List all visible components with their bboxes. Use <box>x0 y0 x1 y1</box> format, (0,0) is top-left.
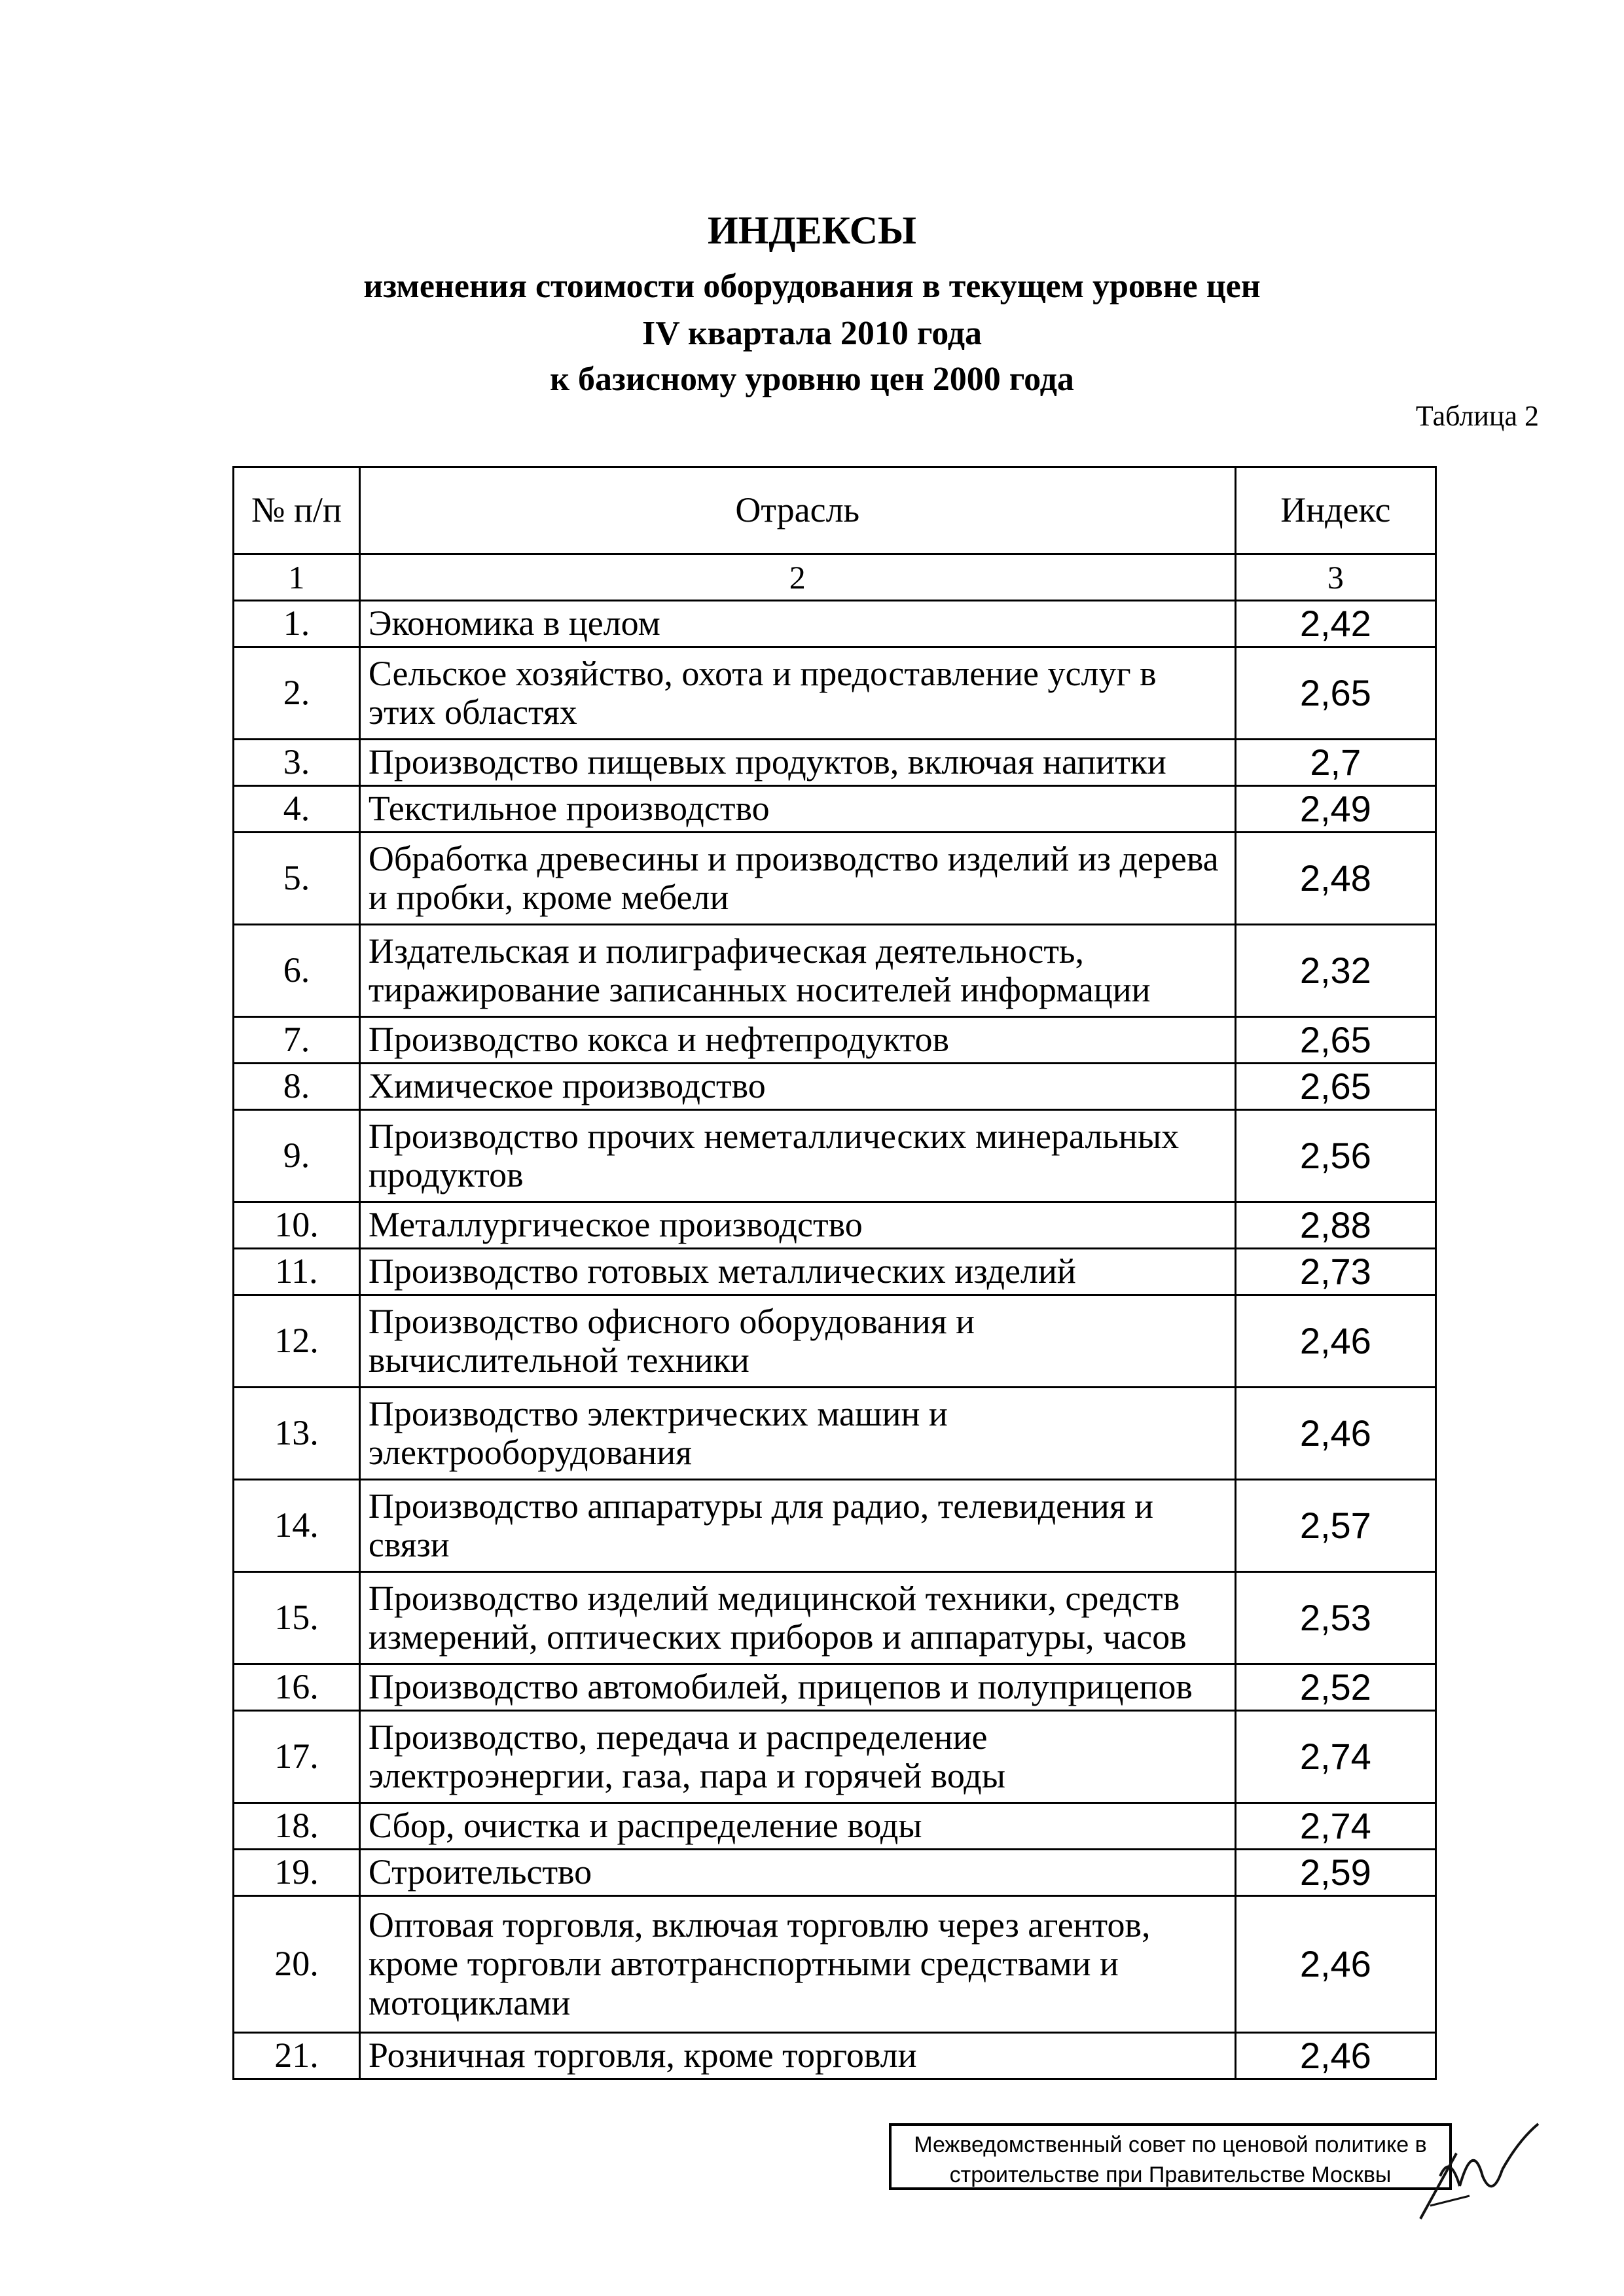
council-stamp <box>889 2123 1452 2190</box>
handwritten-signature <box>1394 2114 1545 2225</box>
row-industry: Производство автомобилей, прицепов и полуприцепов <box>359 1664 1235 1711</box>
row-industry: Экономика в целом <box>359 601 1235 647</box>
row-number: 2. <box>234 647 360 740</box>
row-number: 20. <box>234 1896 360 2033</box>
row-index: 2,56 <box>1235 1110 1435 1202</box>
table-row <box>234 1017 1436 1064</box>
row-industry: Производство офисного оборудования и вычислительной техники <box>359 1295 1235 1388</box>
row-index: 2,52 <box>1235 1664 1435 1711</box>
row-number: 8. <box>234 1064 360 1110</box>
table-row <box>234 1388 1436 1480</box>
table-row <box>234 1896 1436 2033</box>
row-index: 2,73 <box>1235 1249 1435 1295</box>
document-subtitle-line-1: изменения стоимости оборудования в текущем уровне цен <box>363 268 1261 305</box>
row-number: 17. <box>234 1711 360 1803</box>
row-number: 6. <box>234 925 360 1017</box>
row-number: 10. <box>234 1202 360 1249</box>
row-industry: Металлургическое производство <box>359 1202 1235 1249</box>
table-row <box>234 1480 1436 1572</box>
column-header-index: Индекс <box>1235 467 1435 554</box>
row-index: 2,53 <box>1235 1572 1435 1664</box>
table-row <box>234 601 1436 647</box>
row-industry: Оптовая торговля, включая торговлю через агентов, кроме торговли автотранспортными средствами и мотоциклами <box>359 1896 1235 2033</box>
row-number: 12. <box>234 1295 360 1388</box>
row-index: 2,65 <box>1235 647 1435 740</box>
table-label: Таблица 2 <box>1415 400 1539 432</box>
row-industry: Сельское хозяйство, охота и предоставление услуг в этих областях <box>359 647 1235 740</box>
column-header-number: № п/п <box>234 467 360 554</box>
row-index: 2,46 <box>1235 1896 1435 2033</box>
row-number: 5. <box>234 833 360 925</box>
row-index: 2,65 <box>1235 1017 1435 1064</box>
document-title: ИНДЕКСЫ <box>708 209 916 252</box>
row-index: 2,48 <box>1235 833 1435 925</box>
row-index: 2,46 <box>1235 1388 1435 1480</box>
row-number: 3. <box>234 740 360 786</box>
column-number-1: 1 <box>234 554 360 601</box>
row-industry: Производство электрических машин и электрооборудования <box>359 1388 1235 1480</box>
document-subtitle-line-2: IV квартала 2010 года <box>641 315 983 352</box>
row-number: 16. <box>234 1664 360 1711</box>
table-row <box>234 1249 1436 1295</box>
row-index: 2,59 <box>1235 1850 1435 1896</box>
row-industry: Производство кокса и нефтепродуктов <box>359 1017 1235 1064</box>
index-table <box>232 466 1437 2080</box>
column-number-2: 2 <box>359 554 1235 601</box>
row-industry: Производство готовых металлических изделий <box>359 1249 1235 1295</box>
row-number: 1. <box>234 601 360 647</box>
table-row <box>234 833 1436 925</box>
row-industry: Розничная торговля, кроме торговли <box>359 2033 1235 2079</box>
stamp-line-1: Межведомственный совет по ценовой политике в <box>914 2132 1427 2157</box>
table-row <box>234 1064 1436 1110</box>
row-index: 2,46 <box>1235 1295 1435 1388</box>
row-index: 2,46 <box>1235 2033 1435 2079</box>
row-industry: Производство прочих неметаллических минеральных продуктов <box>359 1110 1235 1202</box>
row-industry: Строительство <box>359 1850 1235 1896</box>
row-industry: Производство изделий медицинской техники, средств измерений, оптических приборов и аппаратуры, часов <box>359 1572 1235 1664</box>
document-subtitle-line-3: к базисному уровню цен 2000 года <box>550 361 1074 398</box>
row-index: 2,65 <box>1235 1064 1435 1110</box>
row-industry: Производство аппаратуры для радио, телевидения и связи <box>359 1480 1235 1572</box>
row-industry: Химическое производство <box>359 1064 1235 1110</box>
row-number: 13. <box>234 1388 360 1480</box>
row-industry: Издательская и полиграфическая деятельность, тиражирование записанных носителей информации <box>359 925 1235 1017</box>
row-number: 11. <box>234 1249 360 1295</box>
row-index: 2,57 <box>1235 1480 1435 1572</box>
table-header-row <box>234 467 1436 554</box>
row-index: 2,42 <box>1235 601 1435 647</box>
row-index: 2,74 <box>1235 1803 1435 1850</box>
column-header-industry: Отрасль <box>359 467 1235 554</box>
row-index: 2,88 <box>1235 1202 1435 1249</box>
row-industry: Производство пищевых продуктов, включая напитки <box>359 740 1235 786</box>
row-index: 2,7 <box>1235 740 1435 786</box>
table-row <box>234 647 1436 740</box>
column-number-row <box>234 554 1436 601</box>
table-row <box>234 1295 1436 1388</box>
row-number: 19. <box>234 1850 360 1896</box>
table-row <box>234 740 1436 786</box>
stamp-line-2: строительстве при Правительстве Москвы <box>949 2162 1392 2187</box>
row-number: 9. <box>234 1110 360 1202</box>
table-row <box>234 1711 1436 1803</box>
row-number: 14. <box>234 1480 360 1572</box>
row-industry: Производство, передача и распределение электроэнергии, газа, пара и горячей воды <box>359 1711 1235 1803</box>
row-number: 21. <box>234 2033 360 2079</box>
row-index: 2,32 <box>1235 925 1435 1017</box>
row-index: 2,49 <box>1235 786 1435 833</box>
row-industry: Сбор, очистка и распределение воды <box>359 1803 1235 1850</box>
table-row <box>234 1110 1436 1202</box>
row-industry: Обработка древесины и производство изделий из дерева и пробки, кроме мебели <box>359 833 1235 925</box>
table-row <box>234 1664 1436 1711</box>
row-number: 4. <box>234 786 360 833</box>
table-row <box>234 1850 1436 1896</box>
row-industry: Текстильное производство <box>359 786 1235 833</box>
row-index: 2,74 <box>1235 1711 1435 1803</box>
row-number: 15. <box>234 1572 360 1664</box>
row-number: 7. <box>234 1017 360 1064</box>
table-row <box>234 1803 1436 1850</box>
table-row <box>234 1572 1436 1664</box>
table-row <box>234 786 1436 833</box>
table-row <box>234 925 1436 1017</box>
table-row <box>234 2033 1436 2079</box>
column-number-3: 3 <box>1235 554 1435 601</box>
table-row <box>234 1202 1436 1249</box>
row-number: 18. <box>234 1803 360 1850</box>
